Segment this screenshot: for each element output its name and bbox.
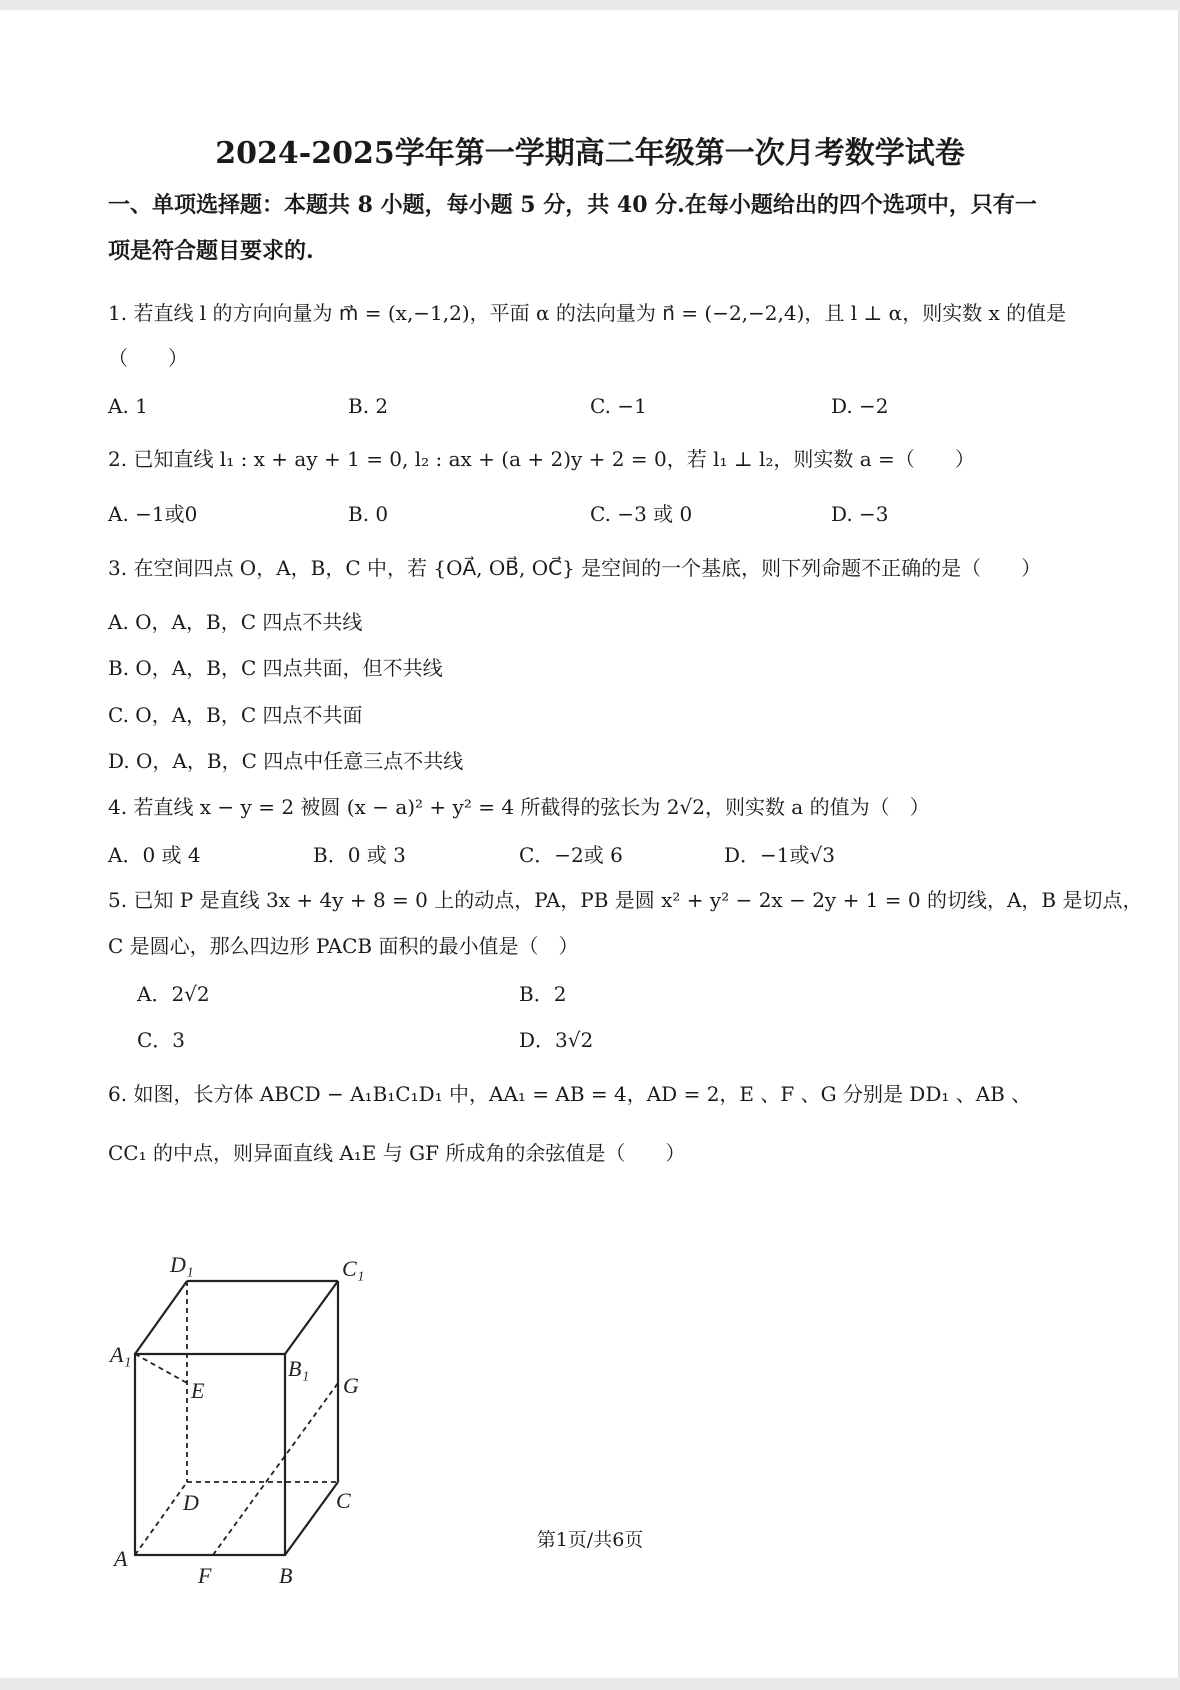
q1-option-c: C. −1 [590, 394, 647, 418]
label-f: F [198, 1563, 212, 1588]
question-3-stem: 3. 在空间四点 O，A，B，C 中，若 {OA⃗, OB⃗, OC⃗} 是空间的一个基底，则下列命题不正确的是（ ） [108, 556, 1042, 580]
q3-option-c: C. O，A，B，C 四点不共面 [108, 703, 363, 727]
question-1-stem: 1. 若直线 l 的方向向量为 m⃗ = (x,−1,2)，平面 α 的法向量为 n⃗ = (−2,−2,4)，且 l ⊥ α，则实数 x 的值是 [108, 301, 1067, 325]
q4-option-c: C．−2或 6 [519, 843, 623, 867]
q2-option-b: B. 0 [348, 502, 389, 526]
label-b: B [279, 1563, 293, 1588]
label-c1: C₁ [342, 1256, 365, 1281]
q4-option-d: D．−1或√3 [724, 843, 835, 867]
q1-option-b: B. 2 [348, 394, 389, 418]
q3-option-d: D. O，A，B，C 四点中任意三点不共线 [108, 749, 464, 773]
q5-option-b: B．2 [519, 982, 567, 1006]
question-4-stem: 4. 若直线 x − y = 2 被圆 (x − a)² + y² = 4 所截得的弦长为 2√2，则实数 a 的值为（ ） [108, 795, 930, 819]
label-d: D [183, 1490, 199, 1515]
q2-option-c: C. −3 或 0 [590, 502, 693, 526]
q1-option-d: D. −2 [831, 394, 889, 418]
label-a1: A₁ [110, 1342, 132, 1367]
section-header: 一、单项选择题：本题共 8 小题，每小题 5 分，共 40 分.在每小题给出的四个选项中，只有一 [108, 192, 1037, 218]
label-e: E [191, 1378, 205, 1403]
q1-option-a: A. 1 [108, 394, 148, 418]
q4-option-a: A．0 或 4 [108, 843, 201, 867]
q2-option-d: D. −3 [831, 502, 889, 526]
q2-option-a: A. −1或0 [108, 502, 198, 526]
q5-option-c: C．3 [137, 1028, 186, 1052]
label-b1: B₁ [288, 1356, 310, 1381]
q3-option-a: A. O，A，B，C 四点不共线 [108, 610, 363, 634]
q3-option-b: B. O，A，B，C 四点共面，但不共线 [108, 656, 443, 680]
label-g: G [343, 1373, 359, 1398]
label-a: A [114, 1546, 128, 1571]
exam-title: 2024-2025学年第一学期高二年级第一次月考数学试卷 [215, 136, 965, 171]
question-2-stem: 2. 已知直线 l₁ : x + ay + 1 = 0, l₂ : ax + (a + 2)y + 2 = 0，若 l₁ ⊥ l₂，则实数 a =（ ） [108, 447, 975, 471]
q5-option-d: D．3√2 [519, 1028, 594, 1052]
q5-option-a: A．2√2 [137, 982, 210, 1006]
question-5-stem-cont: C 是圆心，那么四边形 PACB 面积的最小值是（ ） [108, 934, 579, 958]
section-header-cont: 项是符合题目要求的. [108, 238, 314, 264]
question-1-stem-cont: （ ） [108, 346, 188, 370]
label-c: C [336, 1488, 351, 1513]
page-footer: 第1页/共6页 [536, 1529, 644, 1551]
question-5-stem: 5. 已知 P 是直线 3x + 4y + 8 = 0 上的动点，PA，PB 是圆 x² + y² − 2x − 2y + 1 = 0 的切线，A，B 是切点， [108, 888, 1143, 912]
cuboid-solid-edges [135, 1281, 338, 1555]
question-6-stem-cont: CC₁ 的中点，则异面直线 A₁E 与 GF 所成角的余弦值是（ ） [108, 1141, 686, 1165]
question-6-stem: 6. 如图，长方体 ABCD − A₁B₁C₁D₁ 中，AA₁ = AB = 4，AD = 2，E 、F 、G 分别是 DD₁ 、AB 、 [108, 1082, 1032, 1106]
label-d1: D₁ [170, 1252, 194, 1277]
q4-option-b: B．0 或 3 [313, 843, 406, 867]
